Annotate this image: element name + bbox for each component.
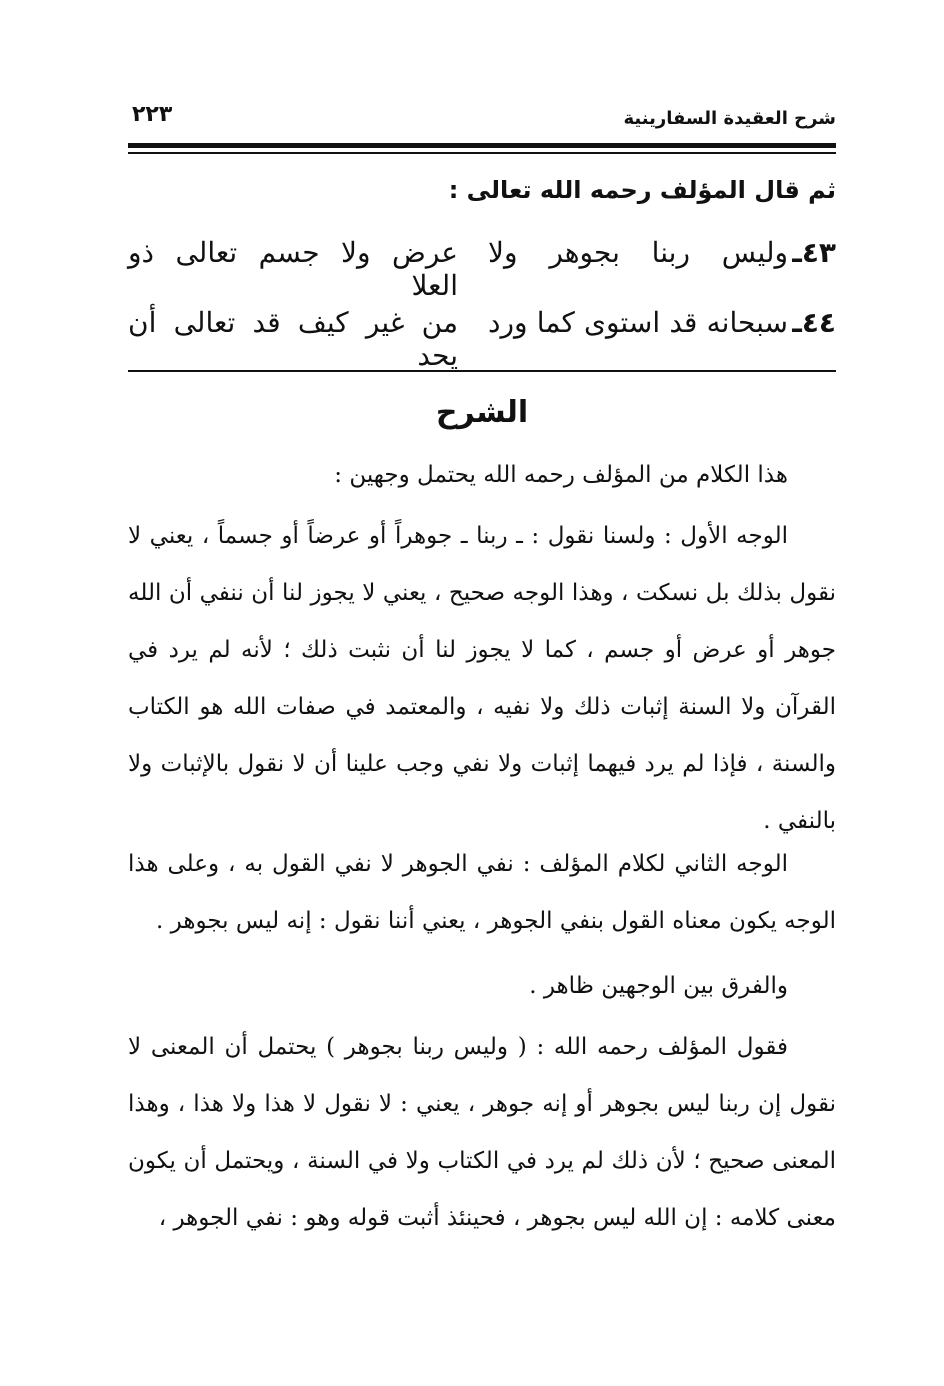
section-title: الشرح (435, 395, 529, 430)
page-number: ٢٢٣ (132, 102, 173, 127)
verse-number: ٤٣ـ (792, 236, 836, 269)
verse-second-half: من غير كيف قد تعالى أن يحد (128, 306, 458, 372)
header-rule-thick (128, 143, 836, 148)
book-page (128, 0, 836, 1386)
paragraph-conclusion: فقول المؤلف رحمه الله : ( وليس ربنا بجوهر ) يحتمل أن المعنى لا نقول إن ربنا ليس بجوهر أو إنه جوهر ، يعني : لا نقول لا هذا ولا هذا ، وهذا المعنى صحيح ؛ لأن ذلك لم يرد في الكتاب ولا في السنة ، ويحتمل أن يكون معنى كلامه : إن الله ليس بجوهر ، فحينئذ أثبت قوله وهو : نفي الجوهر ، (128, 1034, 836, 1231)
verse-number: ٤٤ـ (792, 306, 836, 339)
paragraph-difference: والفرق بين الوجهين ظاهر . (529, 973, 788, 999)
intro-line: ثم قال المؤلف رحمه الله تعالى : (448, 176, 836, 204)
verse-43 (128, 236, 836, 302)
book-title: شرح العقيدة السفارينية (623, 108, 836, 129)
paragraph-second-aspect: الوجه الثاني لكلام المؤلف : نفي الجوهر لا نفي القول به ، وعلى هذا الوجه يكون معناه القول بنفي الجوهر ، يعني أننا نقول : إنه ليس بجوهر . (128, 851, 836, 934)
verse-second-half: عرض ولا جسم تعالى ذو العلا (128, 236, 458, 302)
running-header (128, 98, 836, 138)
verse-first-half: وليس ربنا بجوهر ولا (488, 236, 788, 269)
verse-first-half: سبحانه قد استوى كما ورد (488, 306, 788, 339)
verse-44 (128, 306, 836, 372)
header-rule-thin (128, 152, 836, 154)
verse-divider (128, 370, 836, 372)
paragraph-intro: هذا الكلام من المؤلف رحمه الله يحتمل وجهين : (334, 462, 788, 488)
paragraph-first-aspect: الوجه الأول : ولسنا نقول : ـ ربنا ـ جوهراً أو عرضاً أو جسماً ، يعني لا نقول بذلك بل نسكت ، وهذا الوجه صحيح ، يعني لا يجوز لنا أن ننفي أن الله جوهر أو عرض أو جسم ، كما لا يجوز لنا أن نثبت ذلك ؛ لأنه لم يرد في القرآن ولا السنة إثبات ذلك ولا نفيه ، والمعتمد في صفات الله هو الكتاب والسنة ، فإذا لم يرد فيهما إثبات ولا نفي وجب علينا أن لا نقول بالإثبات ولا بالنفي . (128, 523, 836, 834)
